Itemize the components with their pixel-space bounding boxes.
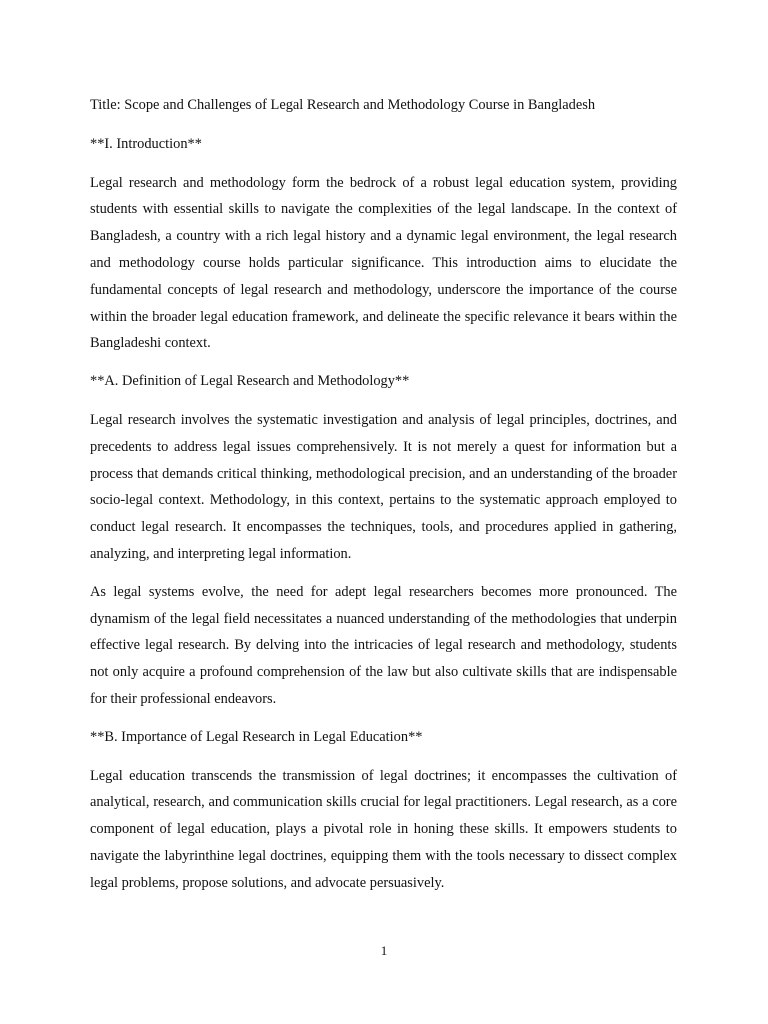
paragraph: Legal education transcends the transmission of legal doctrines; it encompasses the cultivation of analytical, research, and communication skills crucial for legal practitioners. Legal research, as a core component of legal education, plays a pivotal role in honing these skills. It empowers students to navigate the labyrinthine legal doctrines, equipping them with the tools necessary to dissect complex legal problems, propose solutions, and advocate persuasively. xyxy=(90,767,677,891)
section-heading-definition: **A. Definition of Legal Research and Methodology** xyxy=(90,373,410,390)
paragraph: As legal systems evolve, the need for adept legal researchers becomes more pronounced. The dynamism of the legal field necessitates a nuanced understanding of the methodologies that underpin effective legal research. By delving into the intricacies of legal research and methodology, students not only acquire a profound comprehension of the law but also cultivate skills that are indispensable for their professional endeavors. xyxy=(90,583,677,707)
document-body xyxy=(90,92,677,908)
section-heading-importance: **B. Importance of Legal Research in Legal Education** xyxy=(90,728,423,745)
paragraph: Legal research involves the systematic investigation and analysis of legal principles, doctrines, and precedents to address legal issues comprehensively. It is not merely a quest for information but a process that demands critical thinking, methodological precision, and an understanding of the broader socio-legal context. Methodology, in this context, pertains to the systematic approach employed to conduct legal research. It encompasses the techniques, tools, and procedures applied in gathering, analyzing, and interpreting legal information. xyxy=(90,411,677,562)
section-heading-introduction: **I. Introduction** xyxy=(90,135,202,152)
page-number: 1 xyxy=(380,943,388,958)
document-title: Title: Scope and Challenges of Legal Research and Methodology Course in Bangladesh xyxy=(90,97,596,113)
paragraph: Legal research and methodology form the bedrock of a robust legal education system, providing students with essential skills to navigate the complexities of the legal landscape. In the context of Bangladesh, a country with a rich legal history and a dynamic legal environment, the legal research and methodology course holds particular significance. This introduction aims to elucidate the fundamental concepts of legal research and methodology, underscore the importance of the course within the broader legal education framework, and delineate the specific relevance it bears within the Bangladeshi context. xyxy=(90,174,677,352)
